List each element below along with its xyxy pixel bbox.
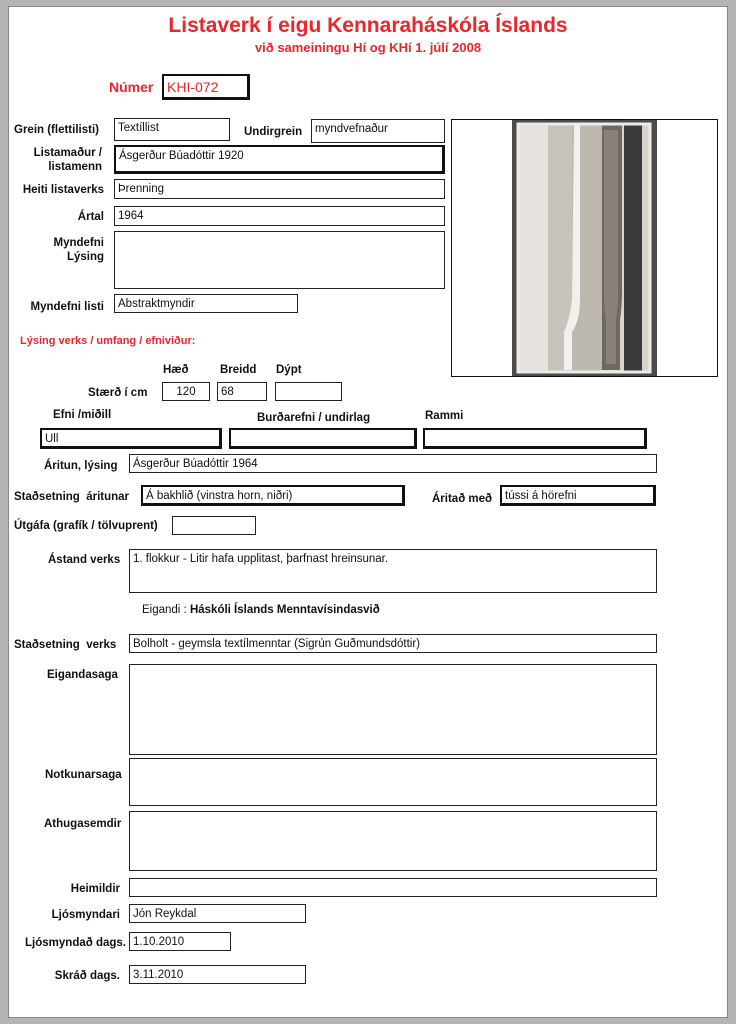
page-subtitle: við sameiningu Hí og KHí 1. júlí 2008 xyxy=(254,40,482,55)
notkunarsaga-label: Notkunarsaga xyxy=(45,769,122,781)
eigandi-value: Háskóli Íslands Menntavísindasvið xyxy=(189,604,380,616)
athugasemdir-label: Athugasemdir xyxy=(44,818,122,830)
myndefni-listi-field[interactable]: Abstraktmyndir xyxy=(114,294,298,313)
eigandasaga-label: Eigandasaga xyxy=(47,669,118,681)
dypt-field[interactable] xyxy=(275,382,342,401)
myndefni-label xyxy=(10,236,104,264)
myndefni-listi-label: Myndefni listi xyxy=(30,301,104,313)
stadsetning-verks-field[interactable]: Bolholt - geymsla textílmenntar (Sigrún Guðmundsdóttir) xyxy=(129,634,657,653)
listamadur-label xyxy=(10,146,102,174)
ljosmyndad-label: Ljósmyndað dags. xyxy=(25,937,126,949)
undirgrein-label: Undirgrein xyxy=(244,126,303,138)
skrad-field[interactable]: 3.11.2010 xyxy=(129,965,306,984)
ljosmyndari-field[interactable]: Jón Reykdal xyxy=(129,904,306,923)
numer-field[interactable]: KHI-072 xyxy=(162,74,250,100)
heimildir-field[interactable] xyxy=(129,878,657,897)
utgafa-label: Útgáfa (grafík / tölvuprent) xyxy=(14,520,158,532)
grein-label: Grein (flettilisti) xyxy=(14,124,99,136)
haed-label: Hæð xyxy=(163,364,189,376)
ljosmyndari-label: Ljósmyndari xyxy=(51,909,120,921)
haed-field[interactable]: 120 xyxy=(162,382,210,401)
listamadur-label-line1: Listamaður / xyxy=(33,147,102,159)
aritun-label: Áritun, lýsing xyxy=(44,460,118,472)
athugasemdir-field[interactable] xyxy=(129,811,657,871)
artal-field[interactable]: 1964 xyxy=(114,206,445,226)
rammi-field[interactable] xyxy=(423,428,647,449)
burdarefni-field[interactable] xyxy=(229,428,417,449)
eigandasaga-field[interactable] xyxy=(129,664,657,755)
eigandi-row xyxy=(142,604,380,616)
grein-field[interactable]: Textíllist xyxy=(114,118,230,141)
textile-artwork-image xyxy=(452,120,717,376)
myndefni-label-line1: Myndefni xyxy=(53,237,104,249)
breidd-field[interactable]: 68 xyxy=(217,382,267,401)
dypt-label: Dýpt xyxy=(276,364,302,376)
eigandi-label: Eigandi : xyxy=(142,604,190,616)
page-title: Listaverk í eigu Kennaraháskóla Íslands xyxy=(168,14,568,37)
aritad-med-label: Áritað með xyxy=(432,493,493,505)
skrad-label: Skráð dags. xyxy=(54,970,120,982)
heiti-field[interactable]: Þrenning xyxy=(114,179,445,199)
stadsetning-verks-label: Staðsetning verks xyxy=(14,639,117,651)
heiti-label: Heiti listaverks xyxy=(22,184,104,196)
efni-label: Efni /miðill xyxy=(53,409,112,421)
staerd-label: Stærð í cm xyxy=(88,387,148,399)
notkunarsaga-field[interactable] xyxy=(129,758,657,806)
utgafa-field[interactable] xyxy=(172,516,256,535)
stadsetning-aritunar-label: Staðsetning áritunar xyxy=(14,491,130,503)
rammi-label: Rammi xyxy=(425,410,464,422)
listamadur-field[interactable]: Ásgerður Búadóttir 1920 xyxy=(114,145,445,174)
artwork-photo xyxy=(451,119,718,377)
breidd-label: Breidd xyxy=(220,364,257,376)
aritad-med-field[interactable]: tússi á hörefni xyxy=(500,485,656,506)
numer-label: Númer xyxy=(109,79,154,95)
undirgrein-field[interactable]: myndvefnaður xyxy=(311,119,445,143)
artal-label: Ártal xyxy=(77,211,104,223)
stadsetning-aritunar-field[interactable]: Á bakhlið (vinstra horn, niðri) xyxy=(141,485,405,506)
burdarefni-label: Burðarefni / undirlag xyxy=(257,412,371,424)
astand-field[interactable]: 1. flokkur - Litir hafa upplitast, þarfnast hreinsunar. xyxy=(129,549,657,593)
aritun-field[interactable]: Ásgerður Búadóttir 1964 xyxy=(129,454,657,473)
myndefni-field[interactable] xyxy=(114,231,445,289)
myndefni-label-line2: Lýsing xyxy=(66,251,104,263)
efni-field[interactable]: Ull xyxy=(40,428,222,449)
heimildir-label: Heimildir xyxy=(70,883,120,895)
listamadur-label-line2: listamenn xyxy=(48,161,102,173)
lysing-heading: Lýsing verks / umfang / efniviður: xyxy=(20,335,196,347)
ljosmyndad-field[interactable]: 1.10.2010 xyxy=(129,932,231,951)
astand-label: Ástand verks xyxy=(48,554,121,566)
